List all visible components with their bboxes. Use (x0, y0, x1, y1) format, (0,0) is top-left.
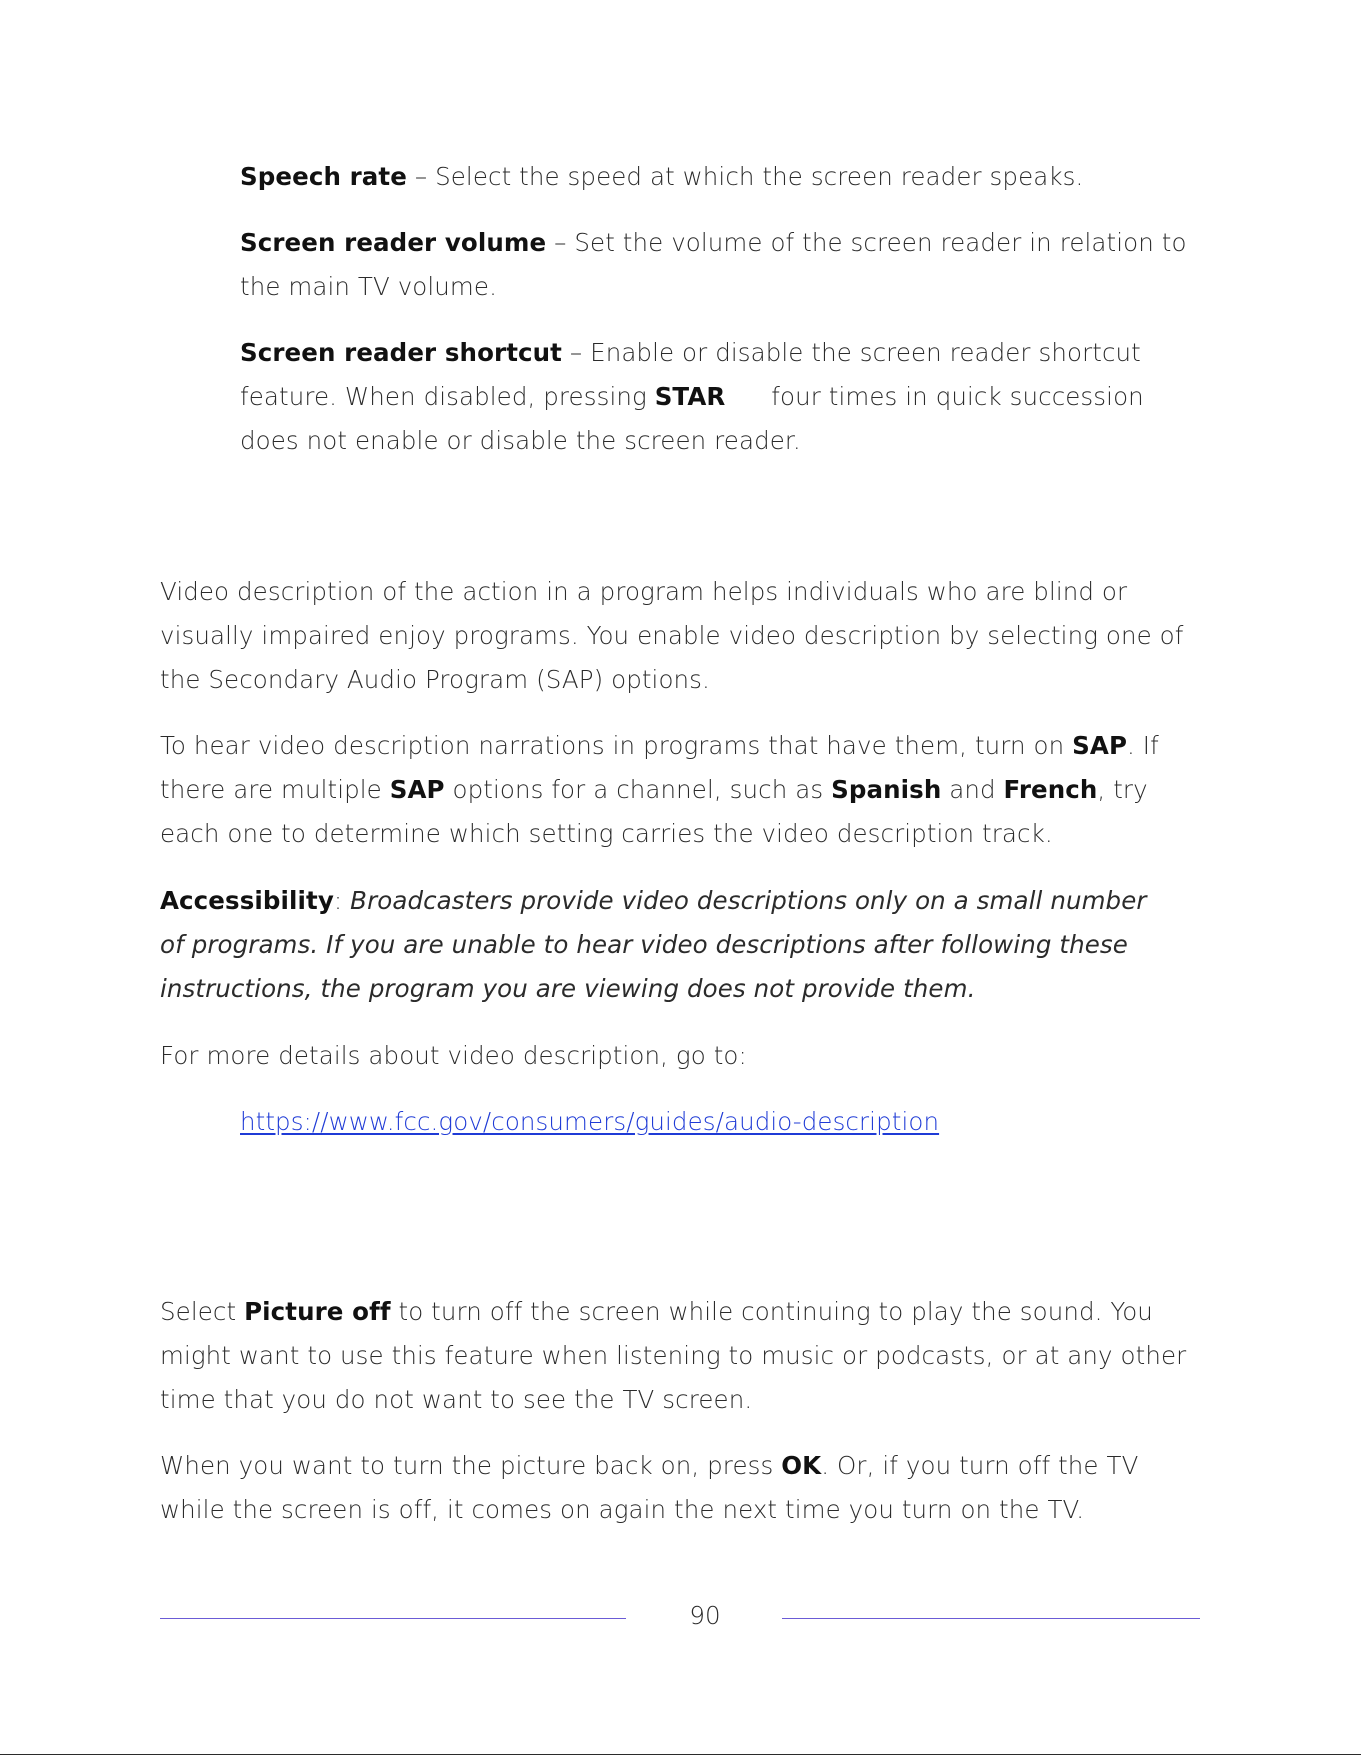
screen-reader-shortcut-label: Screen reader shortcut (240, 338, 562, 367)
speech-rate-label: Speech rate (240, 162, 407, 191)
video-description-sap-paragraph (160, 724, 1210, 856)
sap-text-5: , try each one to determine which setting carries the video description track. (160, 775, 1148, 848)
page-footer (0, 1594, 1361, 1638)
screen-reader-shortcut-item (240, 331, 1205, 463)
accessibility-label: Accessibility (160, 886, 334, 915)
footer-rule-left (160, 1618, 626, 1619)
picture-off-label: Picture off (244, 1297, 391, 1326)
sap-label-1: SAP (1072, 731, 1128, 760)
sap-label-2: SAP (389, 775, 445, 804)
ok-key: OK (781, 1451, 822, 1480)
fcc-link-row (240, 1100, 1210, 1144)
picture-back-on-paragraph (160, 1444, 1210, 1532)
sap-text-1: To hear video description narrations in programs that have them, turn on (160, 731, 1073, 760)
picture-off-paragraph (160, 1290, 1210, 1422)
fcc-audio-description-link[interactable]: https://www.fcc.gov/consumers/guides/audio-description (240, 1107, 940, 1136)
accessibility-note-text: Broadcasters provide video descriptions only on a small number of programs. If you are unable to hear video descriptions after following these instructions, the program you are viewing does not provide them. (160, 886, 1147, 1003)
video-description-intro-text: Video description of the action in a program helps individuals who are blind or visually impaired enjoy programs. You enable video description by selecting one of the Secondary Audio Program (SAP) options. (160, 577, 1184, 694)
screen-reader-volume-item (240, 221, 1195, 309)
page-number: 90 (689, 1601, 721, 1630)
sap-text-4: and (941, 775, 1004, 804)
speech-rate-text: – Select the speed at which the screen reader speaks. (406, 162, 1084, 191)
more-details-text: For more details about video description, go to: (160, 1041, 747, 1070)
picture-off-text-2: to turn off the screen while continuing to play the sound. You might want to use this feature when listening to music or podcasts, or at any other time that you do not want to see the TV screen. (160, 1297, 1187, 1414)
page-bottom-edge (0, 1754, 1361, 1755)
more-details (160, 1034, 1210, 1078)
accessibility-note (160, 879, 1170, 1011)
screen-reader-shortcut-text-2: four times in quick succession does not enable or disable the screen reader. (240, 382, 1144, 455)
video-description-intro (160, 570, 1210, 702)
picture-off-text-1: Select (160, 1297, 245, 1326)
french-label: French (1003, 775, 1098, 804)
sap-text-2: . If there are multiple (160, 731, 1159, 804)
picture-back-on-text-1: When you want to turn the picture back on, press (160, 1451, 782, 1480)
footer-rule-right (782, 1618, 1200, 1619)
picture-back-on-text-2: . Or, if you turn off the TV while the screen is off, it comes on again the next time you turn on the TV. (160, 1451, 1139, 1524)
screen-reader-volume-text: – Set the volume of the screen reader in relation to the main TV volume. (240, 228, 1187, 301)
spanish-label: Spanish (831, 775, 942, 804)
screen-reader-shortcut-text-1: – Enable or disable the screen reader shortcut feature. When disabled, pressing (240, 338, 1141, 411)
sap-text-3: options for a channel, such as (444, 775, 832, 804)
accessibility-colon: : (333, 886, 351, 915)
speech-rate-item (240, 155, 1210, 199)
star-key: STAR (654, 382, 726, 411)
screen-reader-volume-label: Screen reader volume (240, 228, 547, 257)
